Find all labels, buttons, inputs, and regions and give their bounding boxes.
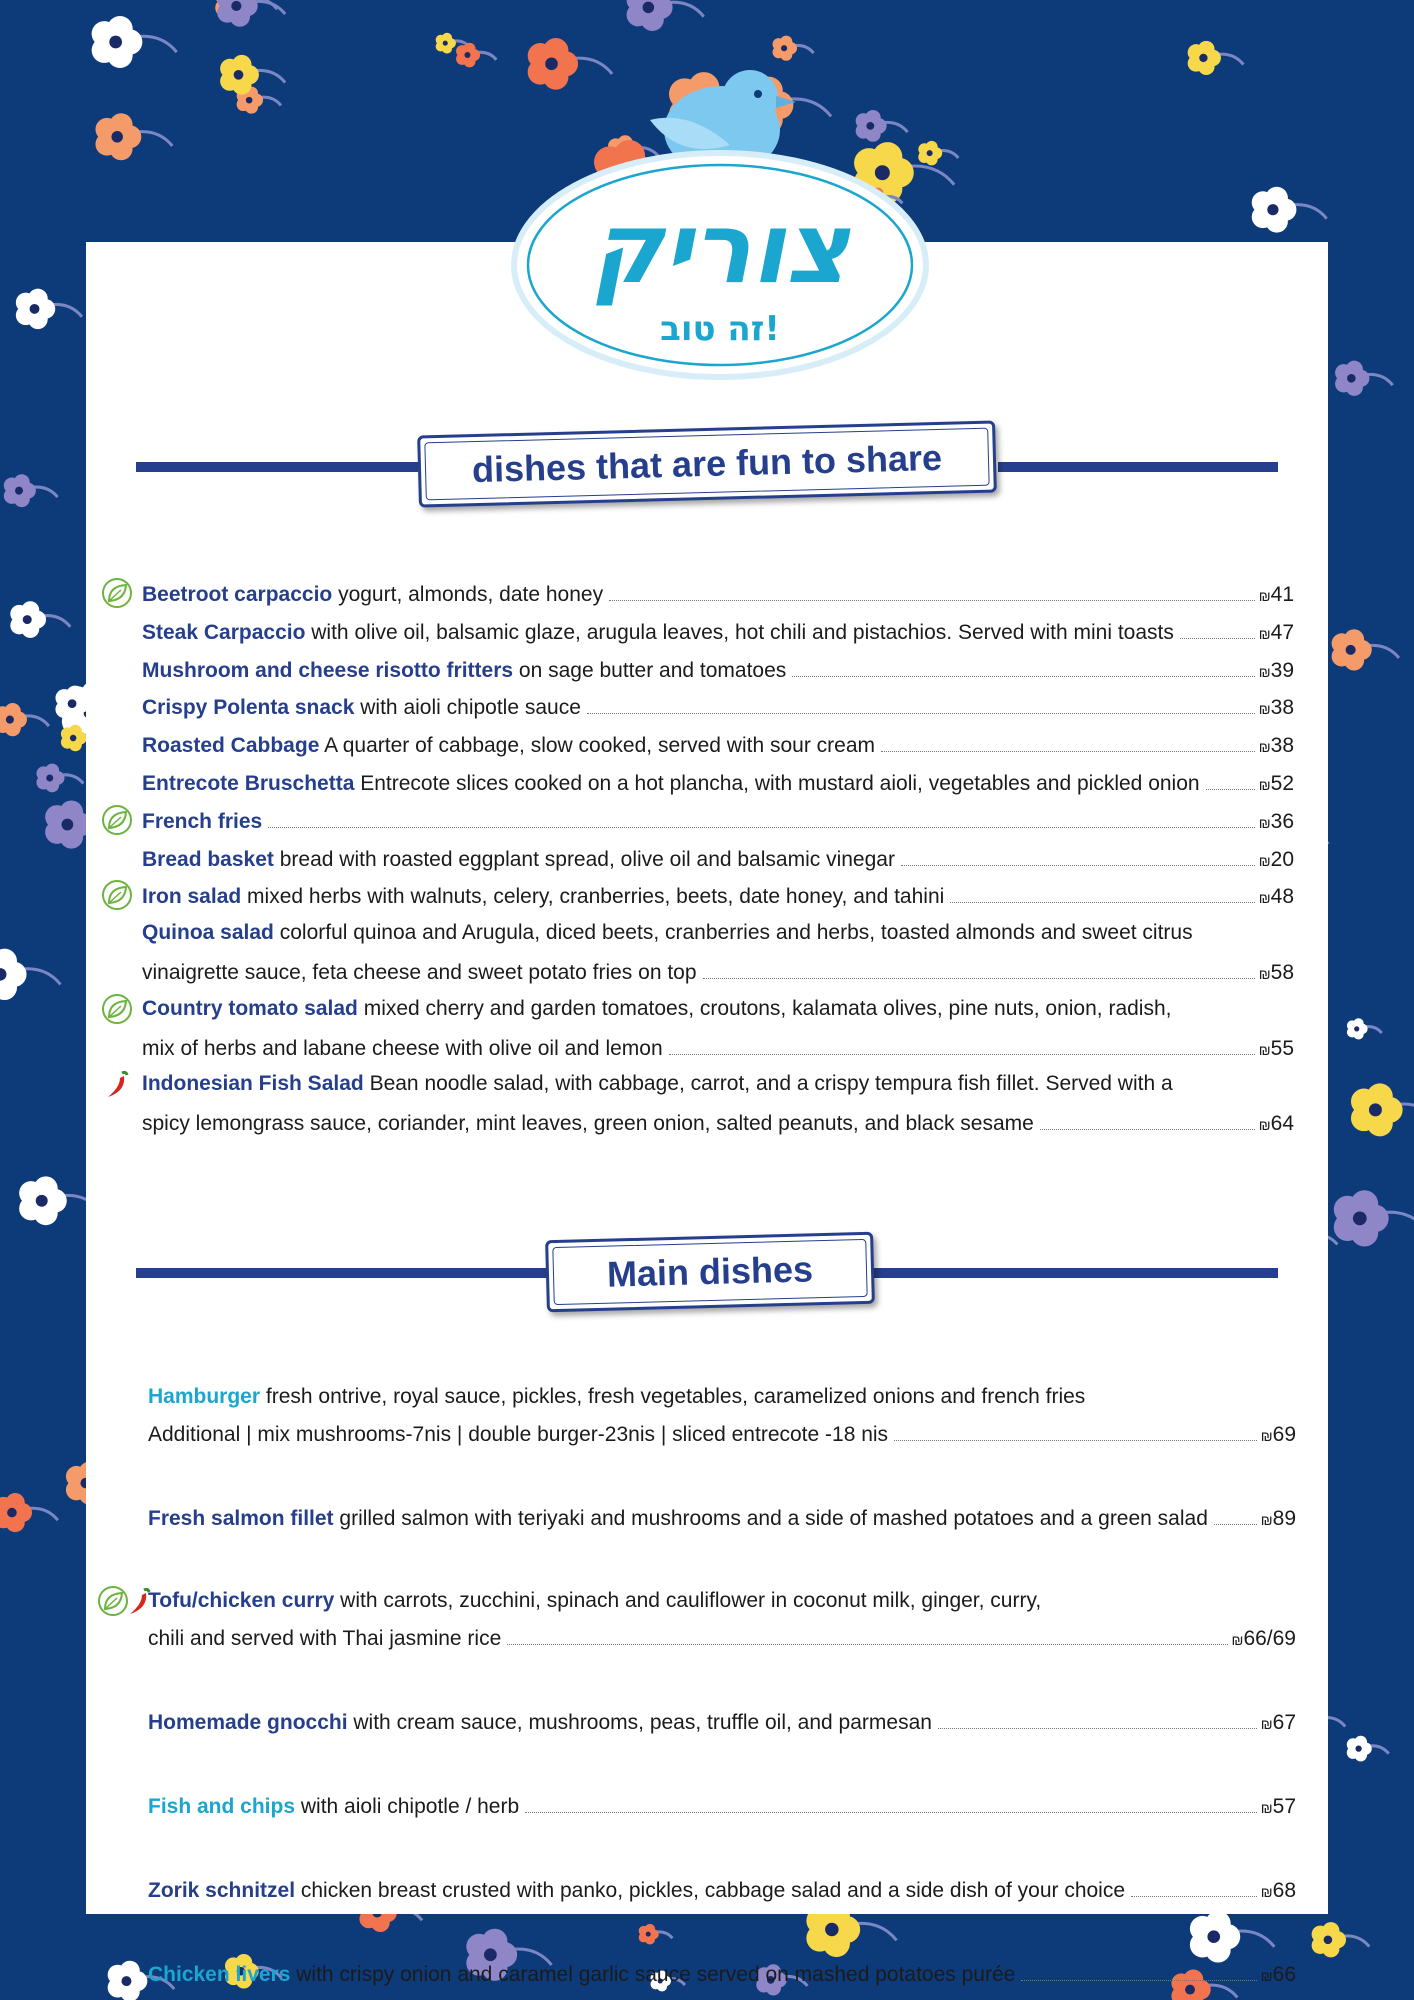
menu-item-name: Zorik schnitzel xyxy=(148,1879,296,1902)
menu-item-description: fresh ontrive, royal sauce, pickles, fresh vegetables, caramelized onions and french fries xyxy=(265,1385,1086,1408)
menu-item xyxy=(142,612,1294,650)
menu-item-price: ₪36 xyxy=(1258,809,1294,833)
menu-item-name: Homemade gnocchi xyxy=(148,1711,348,1734)
menu-item-name: Mushroom and cheese risotto fritters xyxy=(142,658,514,682)
currency-symbol: ₪ xyxy=(1258,625,1271,642)
currency-symbol: ₪ xyxy=(1258,852,1271,869)
currency-symbol: ₪ xyxy=(1231,1632,1244,1648)
currency-symbol: ₪ xyxy=(1258,1041,1271,1058)
menu-item-continued xyxy=(148,1414,1296,1452)
dot-leader xyxy=(938,1702,1257,1729)
dot-leader xyxy=(587,687,1255,714)
dot-leader xyxy=(507,1618,1227,1645)
menu-item-description: spicy lemongrass sauce, coriander, mint leaves, green onion, salted peanuts, and black sesame xyxy=(142,1112,1034,1136)
section-divider-left xyxy=(136,1268,550,1278)
dot-leader xyxy=(894,1414,1257,1441)
logo-tagline: זה טוב! xyxy=(660,309,780,349)
dot-leader xyxy=(881,725,1255,752)
menu-item-description: with aioli chipotle sauce xyxy=(360,696,581,720)
menu-item-description: chicken breast crusted with panko, pickles, cabbage salad and a side dish of your choice xyxy=(300,1879,1126,1902)
menu-item-name: Roasted Cabbage xyxy=(142,734,320,758)
section-divider-right xyxy=(998,462,1278,472)
dot-leader xyxy=(1021,1954,1256,1981)
menu-item-price: ₪41 xyxy=(1258,583,1294,606)
menu-item xyxy=(142,763,1294,801)
menu-item-continued xyxy=(142,952,1294,990)
menu-item-description: with crispy onion and caramel garlic sauce served on mashed potatoes purée xyxy=(296,1963,1016,1986)
menu-item-name: Country tomato salad xyxy=(142,996,358,1020)
menu-item xyxy=(142,1065,1294,1103)
menu-item-price: ₪66/69 xyxy=(1231,1627,1296,1650)
menu-item-name: French fries xyxy=(142,809,263,833)
menu-item-description: on sage butter and tomatoes xyxy=(518,658,787,682)
currency-symbol: ₪ xyxy=(1260,1884,1273,1900)
menu-item-continued xyxy=(148,1618,1296,1656)
dot-leader xyxy=(268,801,1255,828)
currency-symbol: ₪ xyxy=(1258,966,1271,982)
dot-leader xyxy=(950,876,1254,903)
menu-item xyxy=(148,1870,1296,1908)
currency-symbol: ₪ xyxy=(1258,777,1271,793)
menu-item-continued xyxy=(142,1103,1294,1141)
menu-item xyxy=(142,725,1294,763)
menu-item-description: A quarter of cabbage, slow cooked, served with sour cream xyxy=(324,734,876,758)
menu-item-description: mixed herbs with walnuts, celery, cranberries, beets, date honey, and tahini xyxy=(247,885,945,909)
menu-item-price: ₪47 xyxy=(1258,620,1294,644)
dot-leader xyxy=(669,1028,1255,1055)
menu-item-name: Entrecote Bruschetta xyxy=(142,772,355,795)
currency-symbol: ₪ xyxy=(1258,588,1271,604)
menu-item xyxy=(142,574,1294,612)
menu-item-name: Hamburger xyxy=(148,1385,261,1408)
dot-leader xyxy=(792,650,1254,677)
menu-item xyxy=(142,990,1294,1028)
menu-item-description: with carrots, zucchini, spinach and cauliflower in coconut milk, ginger, curry, xyxy=(340,1589,1042,1612)
menu-item-price: ₪67 xyxy=(1260,1711,1296,1734)
currency-symbol: ₪ xyxy=(1260,1800,1273,1816)
zorik-logo xyxy=(500,50,940,380)
leaf-icon xyxy=(100,576,134,610)
menu-item-price: ₪52 xyxy=(1258,772,1294,795)
dot-leader xyxy=(703,952,1255,979)
menu-item-description: colorful quinoa and Arugula, diced beets, cranberries and herbs, toasted almonds and sweet citrus xyxy=(279,921,1193,945)
menu-item-name: Bread basket xyxy=(142,847,274,871)
menu-item xyxy=(148,1702,1296,1740)
dot-leader xyxy=(525,1786,1257,1813)
menu-item xyxy=(148,1954,1296,1992)
section-divider-left xyxy=(136,462,418,472)
menu-item-price: ₪38 xyxy=(1258,696,1294,720)
currency-symbol: ₪ xyxy=(1260,1716,1273,1732)
dot-leader xyxy=(1040,1103,1255,1130)
dot-leader xyxy=(1180,612,1255,639)
dot-leader xyxy=(1214,1498,1257,1525)
menu-item-description: Entrecote slices cooked on a hot plancha, with mustard aioli, vegetables and pickled onion xyxy=(360,772,1200,795)
menu-item-description: bread with roasted eggplant spread, olive oil and balsamic vinegar xyxy=(279,847,895,871)
menu-item-continued xyxy=(142,1028,1294,1066)
menu-item xyxy=(142,839,1294,877)
menu-item-price: ₪64 xyxy=(1258,1112,1294,1136)
menu-item-name: Quinoa salad xyxy=(142,921,274,945)
menu-item-description: with cream sauce, mushrooms, peas, truffle oil, and parmesan xyxy=(353,1711,932,1734)
chili-icon xyxy=(100,1067,134,1101)
menu-item xyxy=(148,1498,1296,1536)
menu-item-description: grilled salmon with teriyaki and mushrooms and a side of mashed potatoes and a green salad xyxy=(339,1507,1208,1530)
currency-symbol: ₪ xyxy=(1258,701,1271,718)
logo-name: צוריק xyxy=(591,192,849,306)
section-title-sharing: dishes that are fun to share xyxy=(417,420,997,507)
menu-item-name: Indonesian Fish Salad xyxy=(142,1072,364,1096)
menu-item-description: chili and served with Thai jasmine rice xyxy=(148,1627,502,1650)
leaf-icon xyxy=(100,992,134,1026)
menu-item-description: Bean noodle salad, with cabbage, carrot, and a crispy tempura fish fillet. Served with a xyxy=(369,1072,1173,1096)
dot-leader xyxy=(1131,1870,1257,1897)
menu-item-name: Fish and chips xyxy=(148,1795,296,1818)
menu-item-price: ₪89 xyxy=(1260,1507,1296,1530)
menu-item-name: Crispy Polenta snack xyxy=(142,696,355,720)
menu-item-description: yogurt, almonds, date honey xyxy=(338,583,604,606)
menu-item-price: ₪39 xyxy=(1258,658,1294,682)
menu-item xyxy=(142,876,1294,914)
dot-leader xyxy=(1206,763,1255,790)
menu-item xyxy=(142,801,1294,839)
dot-leader xyxy=(609,574,1255,601)
leaf-icon xyxy=(100,803,134,837)
menu-item-price: ₪20 xyxy=(1258,847,1294,871)
menu-item-description: vinaigrette sauce, feta cheese and sweet potato fries on top xyxy=(142,961,697,984)
currency-symbol: ₪ xyxy=(1258,890,1271,907)
section-divider-right xyxy=(864,1268,1278,1278)
menu-item-name: Chicken livers xyxy=(148,1963,291,1986)
menu-item-description: Additional | mix mushrooms-7nis | double burger-23nis | sliced entrecote -18 nis xyxy=(148,1423,889,1446)
section-title-main: Main dishes xyxy=(545,1232,875,1313)
menu-item-name: Tofu/chicken curry xyxy=(148,1589,335,1612)
menu-item-price: ₪66 xyxy=(1260,1963,1296,1986)
menu-item-price: ₪69 xyxy=(1260,1423,1296,1446)
currency-symbol: ₪ xyxy=(1258,814,1271,831)
menu-item-description: with aioli chipotle / herb xyxy=(300,1795,520,1818)
menu-item-price: ₪38 xyxy=(1258,734,1294,758)
menu-item-description: mixed cherry and garden tomatoes, croutons, kalamata olives, pine nuts, onion, radish, xyxy=(363,996,1172,1020)
menu-item-price: ₪57 xyxy=(1260,1795,1296,1818)
menu-item xyxy=(142,914,1294,952)
menu-item-name: Steak Carpaccio xyxy=(142,620,306,644)
currency-symbol: ₪ xyxy=(1258,739,1271,756)
menu-item-price: ₪55 xyxy=(1258,1036,1294,1060)
menu-item xyxy=(148,1378,1296,1416)
menu-item-price: ₪68 xyxy=(1260,1879,1296,1902)
currency-symbol: ₪ xyxy=(1260,1968,1273,1984)
menu-item-price: ₪48 xyxy=(1258,885,1294,909)
menu-item xyxy=(142,687,1294,725)
menu-item-description: with olive oil, balsamic glaze, arugula leaves, hot chili and pistachios. Served with mini toasts xyxy=(311,620,1174,644)
dot-leader xyxy=(901,839,1255,866)
menu-item xyxy=(148,1582,1296,1620)
leaf-icon xyxy=(100,878,134,912)
currency-symbol: ₪ xyxy=(1258,1117,1271,1134)
menu-item xyxy=(148,1786,1296,1824)
currency-symbol: ₪ xyxy=(1260,1428,1273,1444)
currency-symbol: ₪ xyxy=(1260,1512,1273,1528)
menu-item-name: Fresh salmon fillet xyxy=(148,1507,334,1530)
menu-item-name: Iron salad xyxy=(142,885,242,909)
currency-symbol: ₪ xyxy=(1258,663,1271,680)
menu-item-name: Beetroot carpaccio xyxy=(142,583,333,606)
menu-item-price: ₪58 xyxy=(1258,961,1294,984)
menu-item-description: mix of herbs and labane cheese with olive oil and lemon xyxy=(142,1036,663,1060)
menu-item xyxy=(142,650,1294,688)
